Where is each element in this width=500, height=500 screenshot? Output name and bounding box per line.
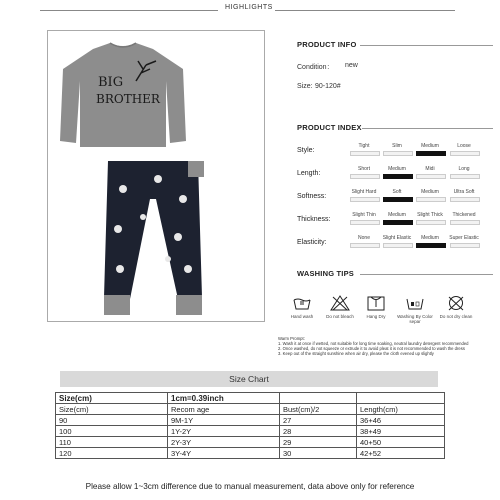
- table-cell: 110: [56, 437, 168, 448]
- condition-label: Condition：: [297, 64, 334, 71]
- size-chart-columns-row: [56, 404, 445, 415]
- index-option-label: Medium: [421, 235, 439, 241]
- table-row: [56, 426, 445, 437]
- warm-prompt-title: Warm Prompt:: [278, 336, 305, 341]
- index-bar: [450, 197, 480, 202]
- deer-pants-image: [98, 159, 208, 319]
- index-option-label: Super Elastic: [449, 235, 479, 241]
- column-header: Bust(cm)/2: [280, 404, 357, 415]
- table-cell: 27: [280, 415, 357, 426]
- index-bar: [416, 174, 446, 179]
- index-bar: [350, 220, 380, 225]
- no-bleach-icon: [330, 295, 350, 311]
- table-row: [56, 415, 445, 426]
- table-cell: 40+50: [357, 437, 445, 448]
- header-cell: [357, 393, 445, 404]
- hang-dry-icon: [366, 295, 386, 311]
- index-bar: [416, 197, 446, 202]
- warm-prompt-line-2: 2. Once washed, do not squeeze or extrude it to avoid pleat it is not recommended to wash the dress: [278, 346, 465, 351]
- size-value: 90-120#: [315, 83, 341, 90]
- index-bar: [450, 151, 480, 156]
- product-photo: [47, 30, 265, 322]
- column-header: Length(cm): [357, 404, 445, 415]
- index-option-label: Medium: [388, 212, 406, 218]
- washing-icon-label: Washing By Color separ: [397, 314, 433, 324]
- index-option-label: Slight Thin: [352, 212, 376, 218]
- index-row-label: Thickness:: [297, 216, 331, 223]
- measurement-note: Please allow 1~3cm difference due to manual measurement, data above only for reference: [85, 482, 415, 491]
- index-bar-selected: [416, 243, 446, 248]
- index-bar-selected: [383, 197, 413, 202]
- header-cell: [280, 393, 357, 404]
- index-option-label: Tight: [358, 143, 370, 149]
- highlights-title: HIGHLIGHTS: [225, 4, 273, 11]
- index-row-label: Length:: [297, 170, 321, 177]
- index-bar: [450, 174, 480, 179]
- column-header: Recom age: [168, 404, 280, 415]
- table-cell: 1Y-2Y: [168, 426, 280, 437]
- hand-wash-icon: [292, 295, 312, 311]
- index-option-label: Slight Elastic: [382, 235, 412, 241]
- index-row-label: Softness:: [297, 193, 327, 200]
- index-option-label: None: [358, 235, 370, 241]
- index-option-label: Slim: [392, 143, 402, 149]
- washing-icon-label: Do not bleach: [326, 314, 354, 319]
- product-index-title: PRODUCT INDEX: [297, 123, 362, 132]
- index-option-label: Medium: [388, 166, 406, 172]
- index-option-label: Midi: [425, 166, 435, 172]
- header-rule-right: [275, 10, 455, 11]
- product-index-rule: [362, 128, 493, 129]
- washing-icon-label: Hang Dry: [366, 314, 386, 319]
- size-chart-title: Size Chart: [60, 371, 438, 387]
- warm-prompt-line-3: 3. Keep out of the straight sunshine when air dry, please the cloth evened up slightly: [278, 351, 434, 356]
- index-option-label: Short: [358, 166, 370, 172]
- table-cell: 3Y-4Y: [168, 448, 280, 459]
- shirt-text-brother: BROTHER: [96, 92, 160, 106]
- table-cell: 9M-1Y: [168, 415, 280, 426]
- table-cell: 30: [280, 448, 357, 459]
- product-info-rule: [360, 45, 493, 46]
- washing-icon-label: Hand wash: [290, 314, 314, 319]
- index-bar: [383, 243, 413, 248]
- warm-prompt-line-1: 1. Wash it at once if wetted, not suitable for long time soaking, neutral laundry detergent recommended: [278, 341, 469, 346]
- index-option-label: Slight Thick: [417, 212, 443, 218]
- washing-icon-label: Do not dry clean: [439, 314, 473, 319]
- wash-by-color-icon: [405, 295, 425, 311]
- table-row: [56, 437, 445, 448]
- index-bar: [350, 151, 380, 156]
- index-bar-selected: [416, 151, 446, 156]
- index-bar: [350, 174, 380, 179]
- table-cell: 120: [56, 448, 168, 459]
- table-cell: 90: [56, 415, 168, 426]
- index-bar: [450, 220, 480, 225]
- index-option-label: Medium: [421, 189, 439, 195]
- gray-shirt-image: [58, 41, 188, 149]
- condition-value: new: [345, 62, 358, 69]
- table-row: [56, 448, 445, 459]
- product-info-title: PRODUCT INFO: [297, 40, 357, 49]
- table-cell: 29: [280, 437, 357, 448]
- index-option-label: Loose: [457, 143, 471, 149]
- size-chart-table: [55, 392, 445, 459]
- table-cell: 28: [280, 426, 357, 437]
- table-cell: 2Y-3Y: [168, 437, 280, 448]
- index-bar-selected: [383, 220, 413, 225]
- index-option-label: Long: [458, 166, 470, 172]
- index-bar: [383, 151, 413, 156]
- size-chart-header-row: [56, 393, 445, 404]
- index-option-label: Ultra Soft: [453, 189, 475, 195]
- column-header: Size(cm): [56, 404, 168, 415]
- index-bar: [450, 243, 480, 248]
- no-dry-clean-icon: [446, 295, 466, 311]
- index-option-label: Slight Hard: [351, 189, 377, 195]
- index-bar: [350, 197, 380, 202]
- table-cell: 38+49: [357, 426, 445, 437]
- header-cell: 1cm=0.39inch: [168, 393, 280, 404]
- table-cell: 42+52: [357, 448, 445, 459]
- index-option-label: Thickened: [452, 212, 476, 218]
- index-bar-selected: [383, 174, 413, 179]
- index-option-label: Soft: [392, 189, 402, 195]
- header-rule-left: [40, 10, 218, 11]
- size-label: Size:: [297, 83, 313, 90]
- table-cell: 36+46: [357, 415, 445, 426]
- washing-tips-rule: [360, 274, 493, 275]
- shirt-text-big: BIG: [98, 75, 124, 90]
- table-cell: 100: [56, 426, 168, 437]
- index-option-label: Medium: [421, 143, 439, 149]
- index-row-label: Elasticity:: [297, 239, 327, 246]
- index-row-label: Style:: [297, 147, 315, 154]
- index-bar: [350, 243, 380, 248]
- index-bar: [416, 220, 446, 225]
- washing-tips-title: WASHING TIPS: [297, 269, 354, 278]
- header-cell: Size(cm): [56, 393, 168, 404]
